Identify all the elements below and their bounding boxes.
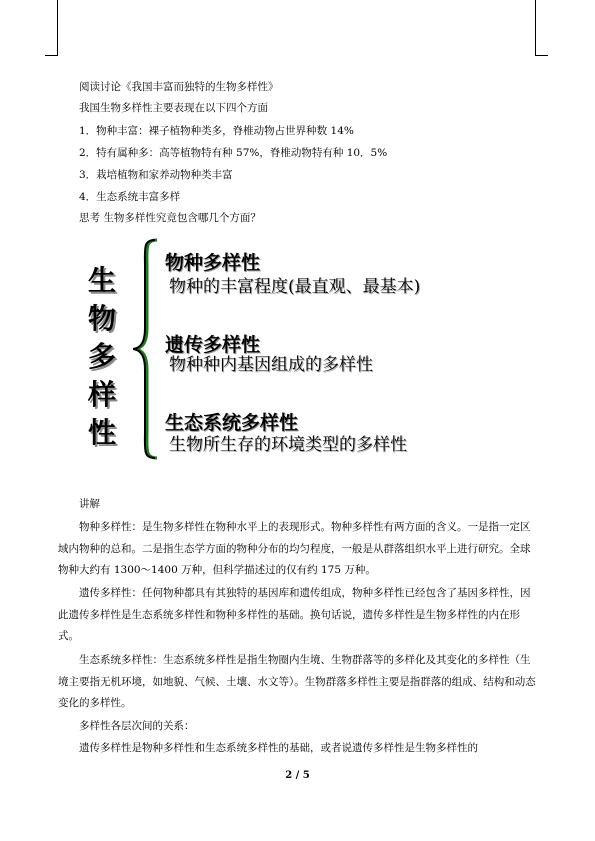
vertical-title-char: 性 — [87, 416, 116, 449]
diagram-vertical-title — [85, 262, 119, 452]
page-number: 2 / 5 — [285, 770, 310, 781]
category-species-desc: 物种的丰富程度(最直观、最基本) — [169, 277, 421, 297]
ecosystem-paragraph: 生态系统多样性：生态系统多样性是指生物圈内生境、生物群落等的多样化及其变化的多样性（生境主要指无机环境，如地貌、气候、土壤、水文等）。生物群落多样性主要是指群落的组成、结构和动态变化的多样性。 — [58, 654, 536, 709]
category-ecosystem-desc: 生物所生存的环境类型的多样性 — [169, 435, 407, 455]
category-species: 物种多样性 — [165, 252, 261, 274]
question-text: 思考 生物多样性究竟包含哪几个方面？ — [79, 212, 261, 224]
list-item: 3．栽培植物和家养动物种类丰富 — [79, 169, 233, 181]
section-title: 阅读讨论《我国丰富而独特的生物多样性》 — [79, 81, 279, 93]
category-ecosystem: 生态系统多样性 — [165, 412, 299, 434]
crop-mark-top-right — [535, 0, 548, 56]
vertical-title-char: 生 — [87, 264, 116, 297]
vertical-title-char: 物 — [87, 302, 116, 335]
curly-brace-icon — [133, 238, 163, 460]
category-genetic: 遗传多样性 — [165, 334, 261, 356]
list-item: 1．物种丰富：裸子植物种类多，脊椎动物占世界种数 14% — [79, 125, 354, 137]
vertical-title-char: 多 — [87, 340, 116, 373]
list-item: 4．生态系统丰富多样 — [79, 191, 181, 203]
relation-heading: 多样性各层次间的关系： — [79, 720, 195, 732]
list-item: 2．特有属种多：高等植物特有种 57%，脊椎动物特有种 10．5% — [79, 147, 388, 159]
biodiversity-diagram — [75, 238, 515, 460]
genetic-paragraph: 遗传多样性：任何物种都具有其独特的基因库和遗传组成，物种多样性已经包含了基因多样性，因此遗传多样性是生态系统多样性和物种多样性的基础。换句话说，遗传多样性是生物多样性的内在形式。 — [58, 587, 531, 642]
species-paragraph: 物种多样性：是生物多样性在物种水平上的表现形式。物种多样性有两方面的含义。一是指一定区域内物种的总和。二是指生态学方面的物种分布的均匀程度，一般是从群落组织水平上进行研究。全球物种大约有 1300～1400 万种，但科学描述过的仅有约 175 万种。 — [58, 521, 531, 576]
lecture-heading: 讲解 — [79, 498, 100, 510]
category-genetic-desc: 物种种内基因组成的多样性 — [169, 355, 373, 375]
lead-text: 我国生物多样性主要表现在以下四个方面 — [79, 102, 268, 114]
vertical-title-char: 样 — [87, 378, 116, 411]
crop-mark-top-left — [45, 0, 58, 56]
relation-paragraph: 遗传多样性是物种多样性和生态系统多样性的基础，或者说遗传多样性是生物多样性的 — [79, 742, 478, 754]
